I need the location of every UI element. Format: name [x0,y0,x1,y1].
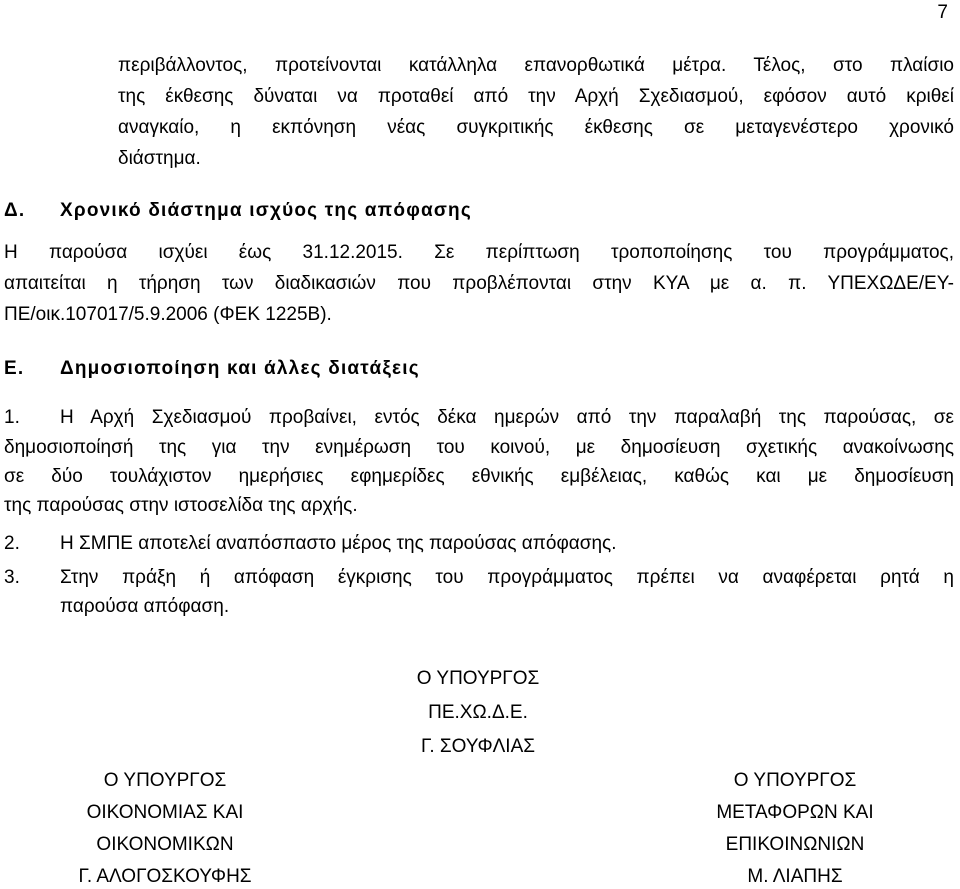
list-item-number: 1. [4,407,20,428]
section-e-letter: Ε. [4,358,25,379]
list-item-line: παρούσα απόφαση. [60,596,230,617]
list-item-line: της παρούσας στην ιστοσελίδα της αρχής. [4,495,358,516]
section-d-line: ΠΕ/οικ.107017/5.9.2006 (ΦΕΚ 1225Β). [4,304,332,325]
page-number: 7 [937,2,948,23]
signature-line: Ο ΥΠΟΥΡΓΟΣ [733,770,857,791]
signature-line: ΟΙΚΟΝΟΜΙΑΣ ΚΑΙ [86,802,244,823]
signature-line: Ο ΥΠΟΥΡΓΟΣ [416,668,540,689]
section-d-title: Χρονικό διάστημα ισχύος της απόφασης [60,200,472,221]
intro-line: διάστημα. [118,148,201,169]
intro-line: της έκθεσης δύναται να προταθεί από την Αρχή Σχεδιασμού, εφόσον αυτό κριθεί [118,86,954,107]
list-item-number: 2. [4,533,20,554]
signature-name: Γ. ΑΛΟΓΟΣΚΟΥΦΗΣ [78,866,252,887]
section-e-title: Δημοσιοποίηση και άλλες διατάξεις [60,358,420,379]
list-item-line: Στην πράξη ή απόφαση έγκρισης του προγράμματος πρέπει να αναφέρεται ρητά η [60,567,954,588]
signature-name: Γ. ΣΟΥΦΛΙΑΣ [421,736,535,757]
list-item-line: σε δύο τουλάχιστον ημερήσιες εφημερίδες εθνικής εμβέλειας, καθώς και με δημοσίευση [4,466,954,487]
list-item-line: Η Αρχή Σχεδιασμού προβαίνει, εντός δέκα ημερών από την παραλαβή της παρούσας, σε [60,407,954,428]
section-d-line: απαιτείται η τήρηση των διαδικασιών που προβλέπονται στην ΚΥΑ με α. π. ΥΠΕΧΩΔΕ/ΕΥ- [4,273,954,294]
list-item-line: Η ΣΜΠΕ αποτελεί αναπόσπαστο μέρος της παρούσας απόφασης. [60,533,617,554]
list-item-line: δημοσιοποίησή της για την ενημέρωση του κοινού, με δημοσίευση σχετικής ανακοίνωσης [4,437,954,458]
signature-name: Μ. ΛΙΑΠΗΣ [747,866,843,887]
intro-line: περιβάλλοντος, προτείνονται κατάλληλα επανορθωτικά μέτρα. Τέλος, στο πλαίσιο [118,55,954,76]
signature-line: Ο ΥΠΟΥΡΓΟΣ [103,770,227,791]
signature-line: ΜΕΤΑΦΟΡΩΝ ΚΑΙ [716,802,874,823]
signature-line: ΟΙΚΟΝΟΜΙΚΩΝ [96,834,234,855]
signature-line: ΠΕ.ΧΩ.Δ.Ε. [428,702,528,723]
section-d-letter: Δ. [4,200,26,221]
list-item-number: 3. [4,567,20,588]
intro-line: αναγκαίο, η εκπόνηση νέας συγκριτικής έκθεσης σε μεταγενέστερο χρονικό [118,117,954,138]
signature-line: ΕΠΙΚΟΙΝΩΝΙΩΝ [725,834,865,855]
section-d-line: Η παρούσα ισχύει έως 31.12.2015. Σε περίπτωση τροποποίησης του προγράμματος, [4,242,954,263]
